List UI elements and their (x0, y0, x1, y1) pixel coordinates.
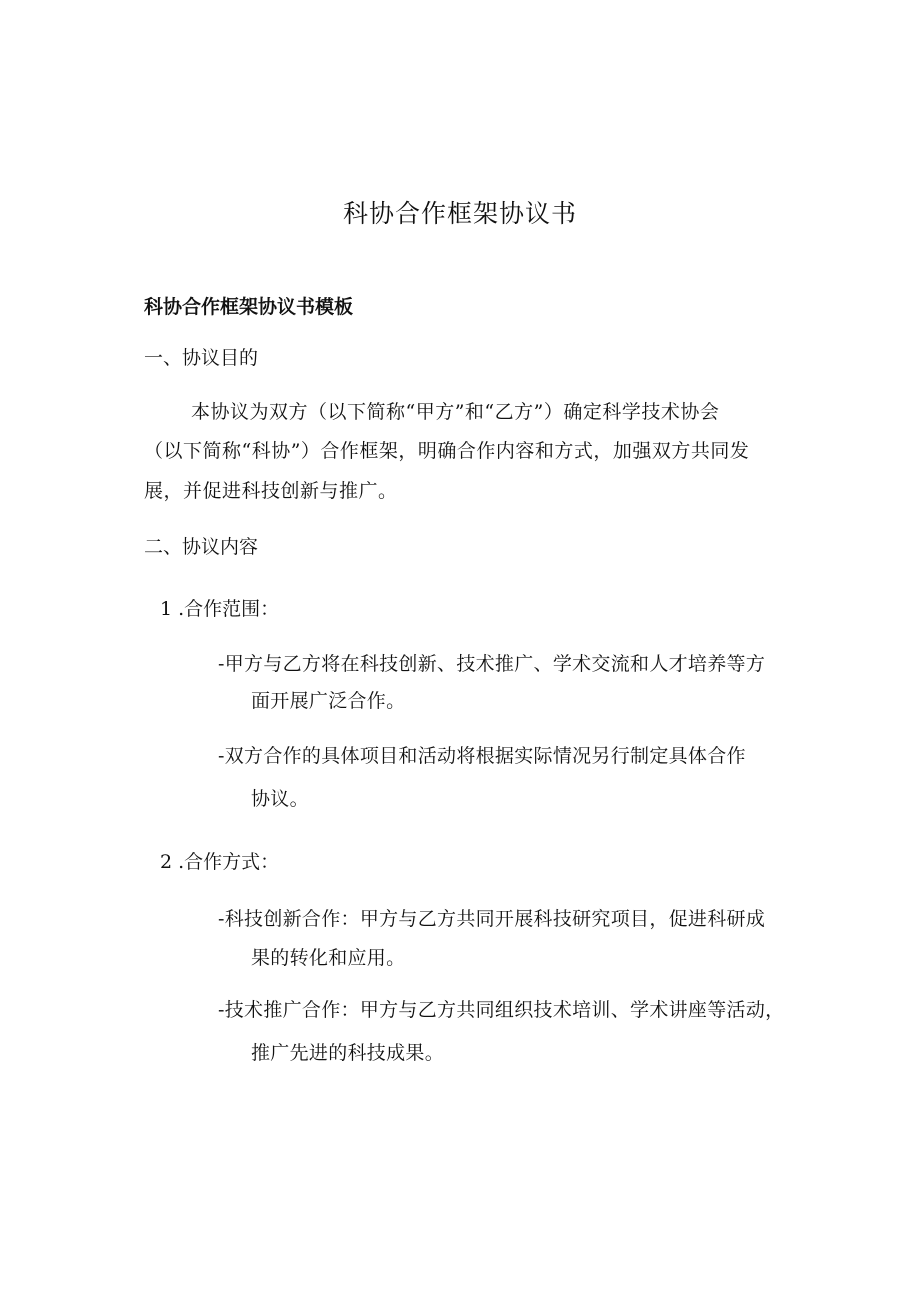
item-label-scope: 1 .合作范围： (160, 598, 280, 620)
purpose-paragraph-line-2: （以下简称“科协”）合作框架，明确合作内容和方式，加强双方共同发 (144, 440, 750, 462)
method-bullet-1-line-2: 果的转化和应用。 (251, 947, 406, 969)
scope-bullet-1-line-2: 面开展广泛合作。 (251, 690, 406, 712)
document-subtitle: 科协合作框架协议书模板 (144, 296, 354, 318)
method-bullet-2-line-1: -技术推广合作：甲方与乙方共同组织技术培训、学术讲座等活动， (218, 999, 785, 1021)
scope-bullet-1-line-1: -甲方与乙方将在科技创新、技术推广、学术交流和人才培养等方 (218, 653, 766, 675)
section-heading-content: 二、协议内容 (144, 536, 259, 558)
scope-bullet-2-line-2: 协议。 (251, 788, 309, 810)
section-heading-purpose: 一、协议目的 (144, 347, 259, 369)
purpose-paragraph-line-3: 展，并促进科技创新与推广。 (144, 480, 398, 502)
document-title: 科协合作框架协议书 (342, 199, 577, 228)
method-bullet-1-line-1: -科技创新合作：甲方与乙方共同开展科技研究项目，促进科研成 (218, 908, 766, 930)
scope-bullet-2-line-1: -双方合作的具体项目和活动将根据实际情况另行制定具体合作 (218, 745, 746, 767)
purpose-paragraph-line-1: 本协议为双方（以下简称“甲方”和“乙方”）确定科学技术协会 (191, 401, 720, 423)
item-label-method: 2 .合作方式： (160, 851, 280, 873)
method-bullet-2-line-2: 推广先进的科技成果。 (251, 1042, 445, 1064)
